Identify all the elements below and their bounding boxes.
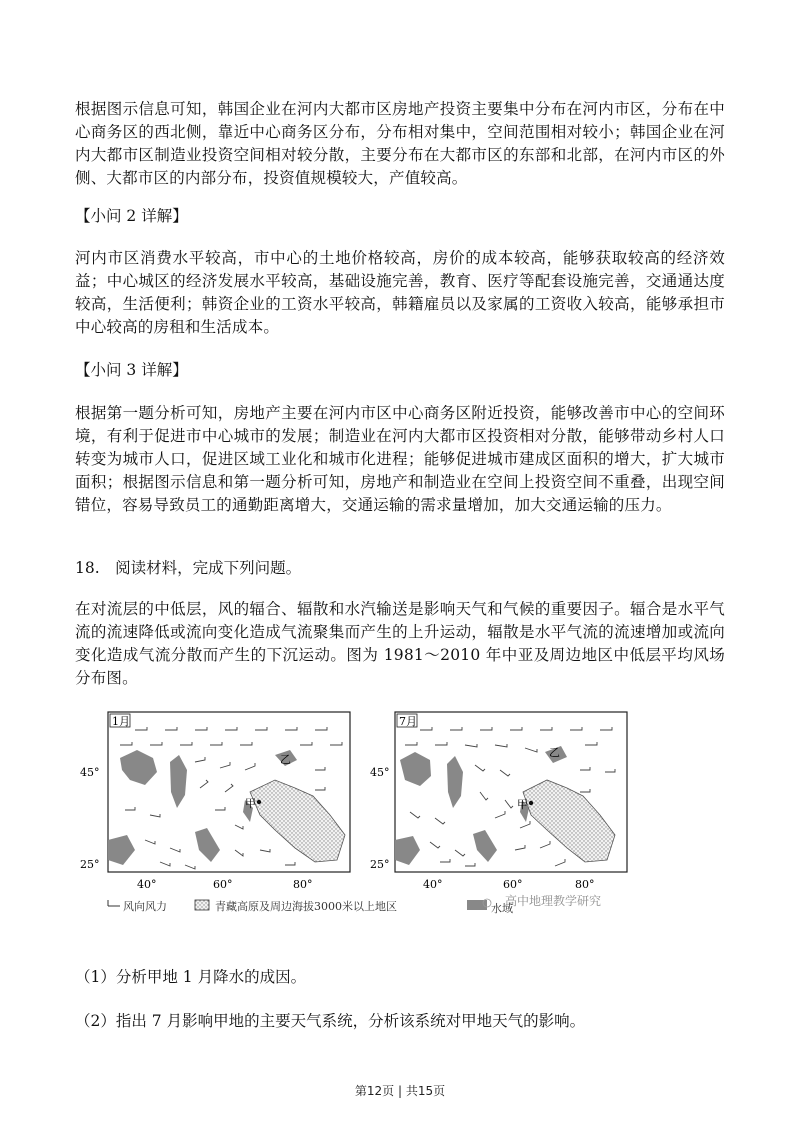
map-july-place-jia: 甲 (517, 798, 528, 811)
answer-paragraph-1: 根据图示信息可知，韩国企业在河内大都市区房地产投资主要集中分布在河内市区，分布在中心商务区的西北侧，靠近中心商务区分布，分布相对集中，空间范围相对较小；韩国企业在河内大都市区制造业投资空间相对较分散，主要分布在大都市区的东部和北部，在河内市区的外侧、大都市区的内部分布，投资值规模较大，产值较高。 (75, 100, 725, 187)
map-january-place-yi: 乙 (280, 753, 291, 766)
question-18-part-2: （2）指出 7 月影响甲地的主要天气系统，分析该系统对甲地天气的影响。 (75, 1012, 586, 1030)
map-january-lat-45: 45° (80, 766, 100, 779)
map-january (80, 712, 350, 891)
map-july-lat-25: 25° (370, 858, 390, 871)
map-january-lon-80: 80° (293, 878, 313, 891)
answer-paragraph-2: 河内市区消费水平较高，市中心的土地价格较高，房价的成本较高，能够获取较高的经济效益；中心城区的经济发展水平较高，基础设施完善，教育、医疗等配套设施完善，交通通达度较高，生活便利；韩资企业的工资水平较高，韩籍雇员以及家属的工资收入较高，能够承担市中心较高的房租和生活成本。 (75, 249, 725, 336)
question-18-part-1: （1）分析甲地 1 月降水的成因。 (75, 968, 307, 986)
map-july-lon-60: 60° (503, 878, 523, 891)
map-july-lon-80: 80° (575, 878, 595, 891)
map-july-lon-40: 40° (423, 878, 443, 891)
page-footer: 第12页 | 共15页 (354, 1084, 446, 1098)
wind-field-figure (75, 700, 735, 940)
figure-legend (108, 893, 601, 915)
map-january-month: 1月 (112, 715, 130, 728)
map-january-place-jia: 甲 (245, 797, 256, 810)
legend-plateau: 青藏高原及周边海拔3000米以上地区 (215, 900, 397, 913)
sub-question-2-heading: 【小问 2 详解】 (75, 207, 188, 225)
material-paragraph: 在对流层的中低层，风的辐合、辐散和水汽输送是影响天气和气候的重要因子。辐合是水平气流的流速降低或流向变化造成气流聚集而产生的上升运动，辐散是水平气流的流速增加或流向变化造成气流分散而产生的下沉运动。图为 1981～2010 年中亚及周边地区中低层平均风场分布图。 (75, 600, 725, 687)
map-january-lat-25: 25° (80, 858, 100, 871)
watermark-text: 高中地理教学研究 (505, 894, 602, 908)
wind-symbol-icon (108, 900, 120, 906)
map-january-lon-60: 60° (213, 878, 233, 891)
map-january-lon-40: 40° (137, 878, 157, 891)
map-july-month: 7月 (399, 715, 417, 728)
answer-paragraph-3: 根据第一题分析可知，房地产主要在河内市区中心商务区附近投资，能够改善市中心的空间环境，有利于促进市中心城市的发展；制造业在河内大都市区投资相对分散，能够带动乡村人口转变为城市人口，促进区域工业化和城市化进程；能够促进城市建成区面积的增大，扩大城市面积；根据图示信息和第一题分析可知，房地产和制造业在空间上投资空间不重叠，出现空间错位，容易导致员工的通勤距离增大，交通运输的需求量增加，加大交通运输的压力。 (75, 404, 725, 514)
question-18-title: 18. 阅读材料，完成下列问题。 (75, 559, 302, 577)
legend-wind: 风向风力 (123, 900, 167, 913)
map-july (370, 712, 627, 891)
sub-question-3-heading: 【小问 3 详解】 (75, 361, 188, 379)
map-july-place-yi: 乙 (549, 746, 560, 759)
plateau-swatch-icon (195, 900, 209, 910)
map-july-lat-45: 45° (370, 766, 390, 779)
legend-water: 水域 (491, 902, 513, 915)
